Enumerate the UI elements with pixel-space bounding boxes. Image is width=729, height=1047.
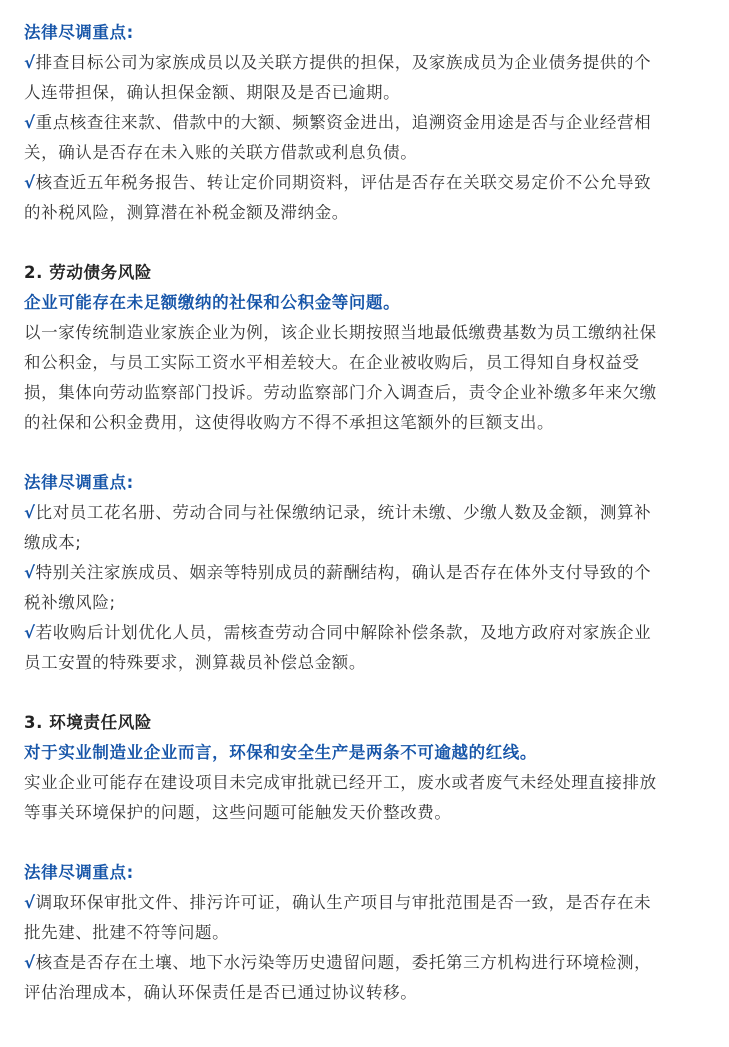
spacer xyxy=(24,678,707,708)
spacer xyxy=(24,228,707,258)
list-item-continuation: 评估治理成本，确认环保责任是否已通过协议转移。 xyxy=(24,983,418,1002)
spacer xyxy=(24,438,707,468)
list-item-continuation: 员工安置的特殊要求，测算裁员补偿总金额。 xyxy=(24,653,366,672)
paragraph-line: 和公积金，与员工实际工资水平相差较大。在企业被收购后，员工得知自身权益受 xyxy=(24,353,640,372)
list-item-continuation: 缴成本; xyxy=(24,533,82,552)
focus-title: 法律尽调重点: xyxy=(24,473,134,492)
paragraph-line: 损，集体向劳动监察部门投诉。劳动监察部门介入调查后，责令企业补缴多年来欠缴 xyxy=(24,383,657,402)
list-item: √排查目标公司为家族成员以及关联方提供的担保，及家族成员为企业债务提供的个 xyxy=(24,53,652,72)
highlight-text: 企业可能存在未足额缴纳的社保和公积金等问题。 xyxy=(24,293,401,312)
list-item: √重点核查往来款、借款中的大额、频繁资金进出，追溯资金用途是否与企业经营相 xyxy=(24,113,652,132)
paragraph-line: 实业企业可能存在建设项目未完成审批就已经开工，废水或者废气未经处理直接排放 xyxy=(24,773,657,792)
check-icon: √ xyxy=(24,113,36,132)
list-item-continuation: 人连带担保，确认担保金额、期限及是否已逾期。 xyxy=(24,83,401,102)
spacer xyxy=(24,828,707,858)
list-item: √若收购后计划优化人员，需核查劳动合同中解除补偿条款，及地方政府对家族企业 xyxy=(24,623,652,642)
check-icon: √ xyxy=(24,953,36,972)
paragraph-line: 的社保和公积金费用，这使得收购方不得不承担这笔额外的巨额支出。 xyxy=(24,413,555,432)
check-icon: √ xyxy=(24,173,36,192)
section-heading: 2. 劳动债务风险 xyxy=(24,263,152,282)
check-icon: √ xyxy=(24,53,36,72)
focus-title: 法律尽调重点: xyxy=(24,23,134,42)
paragraph-line: 等事关环境保护的问题，这些问题可能触发天价整改费。 xyxy=(24,803,452,822)
list-item-continuation: 批先建、批建不符等问题。 xyxy=(24,923,230,942)
list-item-continuation: 关，确认是否存在未入账的关联方借款或利息负债。 xyxy=(24,143,418,162)
list-item: √核查是否存在土壤、地下水污染等历史遗留问题，委托第三方机构进行环境检测， xyxy=(24,953,652,972)
check-icon: √ xyxy=(24,503,36,522)
paragraph-line: 以一家传统制造业家族企业为例，该企业长期按照当地最低缴费基数为员工缴纳社保 xyxy=(24,323,657,342)
check-icon: √ xyxy=(24,893,36,912)
list-item-continuation: 税补缴风险; xyxy=(24,593,116,612)
check-icon: √ xyxy=(24,563,36,582)
section-heading: 3. 环境责任风险 xyxy=(24,713,152,732)
list-item-continuation: 的补税风险，测算潜在补税金额及滞纳金。 xyxy=(24,203,349,222)
list-item: √比对员工花名册、劳动合同与社保缴纳记录，统计未缴、少缴人数及金额，测算补 xyxy=(24,503,652,522)
list-item: √核查近五年税务报告、转让定价同期资料，评估是否存在关联交易定价不公允导致 xyxy=(24,173,652,192)
list-item: √调取环保审批文件、排污许可证，确认生产项目与审批范围是否一致，是否存在未 xyxy=(24,893,652,912)
check-icon: √ xyxy=(24,623,36,642)
list-item: √特别关注家族成员、姻亲等特别成员的薪酬结构，确认是否存在体外支付导致的个 xyxy=(24,563,652,582)
highlight-text: 对于实业制造业企业而言，环保和安全生产是两条不可逾越的红线。 xyxy=(24,743,537,762)
focus-title: 法律尽调重点: xyxy=(24,863,134,882)
